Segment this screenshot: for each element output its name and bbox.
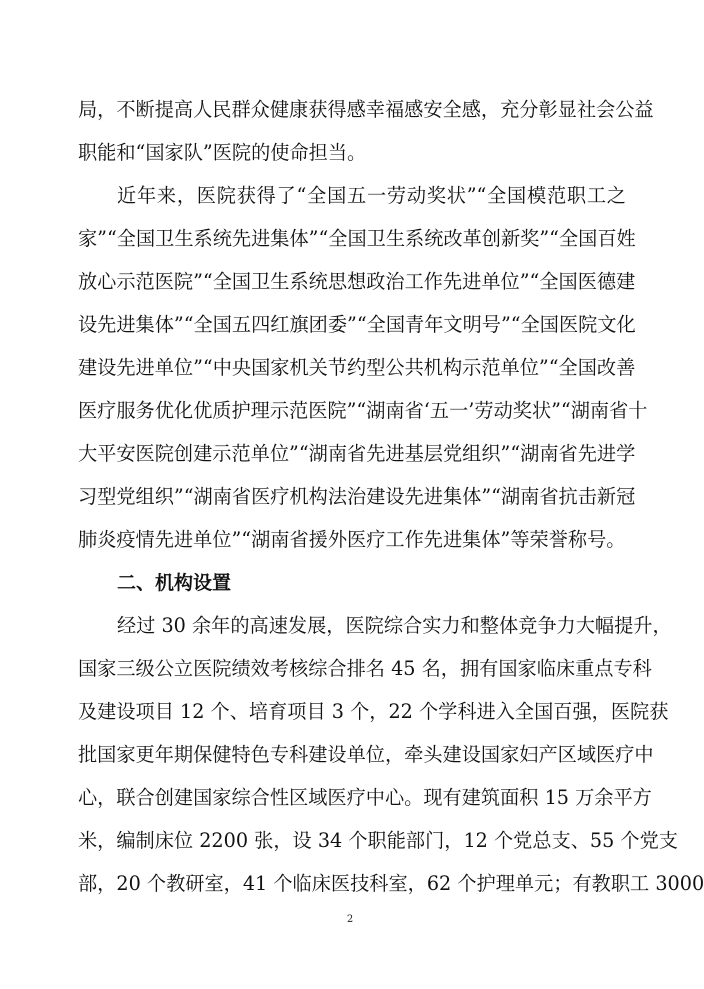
paragraph-1-line-1: 局，不断提高人民群众健康获得感幸福感安全感，充分彰显社会公益 (78, 98, 654, 121)
paragraph-2-line-7: 大平安医院创建示范单位”“湖南省先进基层党组织”“湖南省先进学 (78, 442, 636, 465)
paragraph-3-line-2: 国家三级公立医院绩效考核综合排名 45 名，拥有国家临床重点专科 (78, 657, 652, 680)
paragraph-2-line-2: 家”“全国卫生系统先进集体”“全国卫生系统改革创新奖”“全国百姓 (78, 227, 636, 250)
page-number: 2 (346, 914, 354, 925)
paragraph-2-line-1: 近年来，医院获得了“全国五一劳动奖状”“全国模范职工之 (117, 184, 626, 207)
paragraph-2-line-8: 习型党组织”“湖南省医疗机构法治建设先进集体”“湖南省抗击新冠 (78, 485, 636, 508)
paragraph-3-line-3: 及建设项目 12 个、培育项目 3 个，22 个学科进入全国百强，医院获 (78, 700, 669, 723)
paragraph-2-line-9: 肺炎疫情先进单位”“湖南省援外医疗工作先进集体”等荣誉称号。 (78, 528, 626, 551)
section-heading: 二、机构设置 (117, 572, 232, 594)
paragraph-3-line-5: 心，联合创建国家综合性区域医疗中心。现有建筑面积 15 万余平方 (78, 786, 652, 809)
paragraph-3-line-1: 经过 30 余年的高速发展，医院综合实力和整体竞争力大幅提升， (117, 614, 672, 637)
paragraph-2-line-5: 建设先进单位”“中央国家机关节约型公共机构示范单位”“全国改善 (78, 356, 636, 379)
paragraph-3-line-6: 米，编制床位 2200 张，设 34 个职能部门，12 个党总支、55 个党支 (78, 829, 678, 852)
paragraph-2-line-6: 医疗服务优化优质护理示范医院”“湖南省‘五一’劳动奖状”“湖南省十 (78, 399, 648, 422)
paragraph-3-line-7: 部，20 个教研室，41 个临床医技科室，62 个护理单元；有教职工 3000 (78, 872, 704, 895)
paragraph-3-line-4: 批国家更年期保健特色专科建设单位，牵头建设国家妇产区域医疗中 (78, 743, 654, 766)
paragraph-1-line-2: 职能和“国家队”医院的使命担当。 (78, 141, 367, 164)
paragraph-2-line-3: 放心示范医院”“全国卫生系统思想政治工作先进单位”“全国医德建 (78, 270, 636, 293)
paragraph-2-line-4: 设先进集体”“全国五四红旗团委”“全国青年文明号”“全国医院文化 (78, 313, 636, 336)
